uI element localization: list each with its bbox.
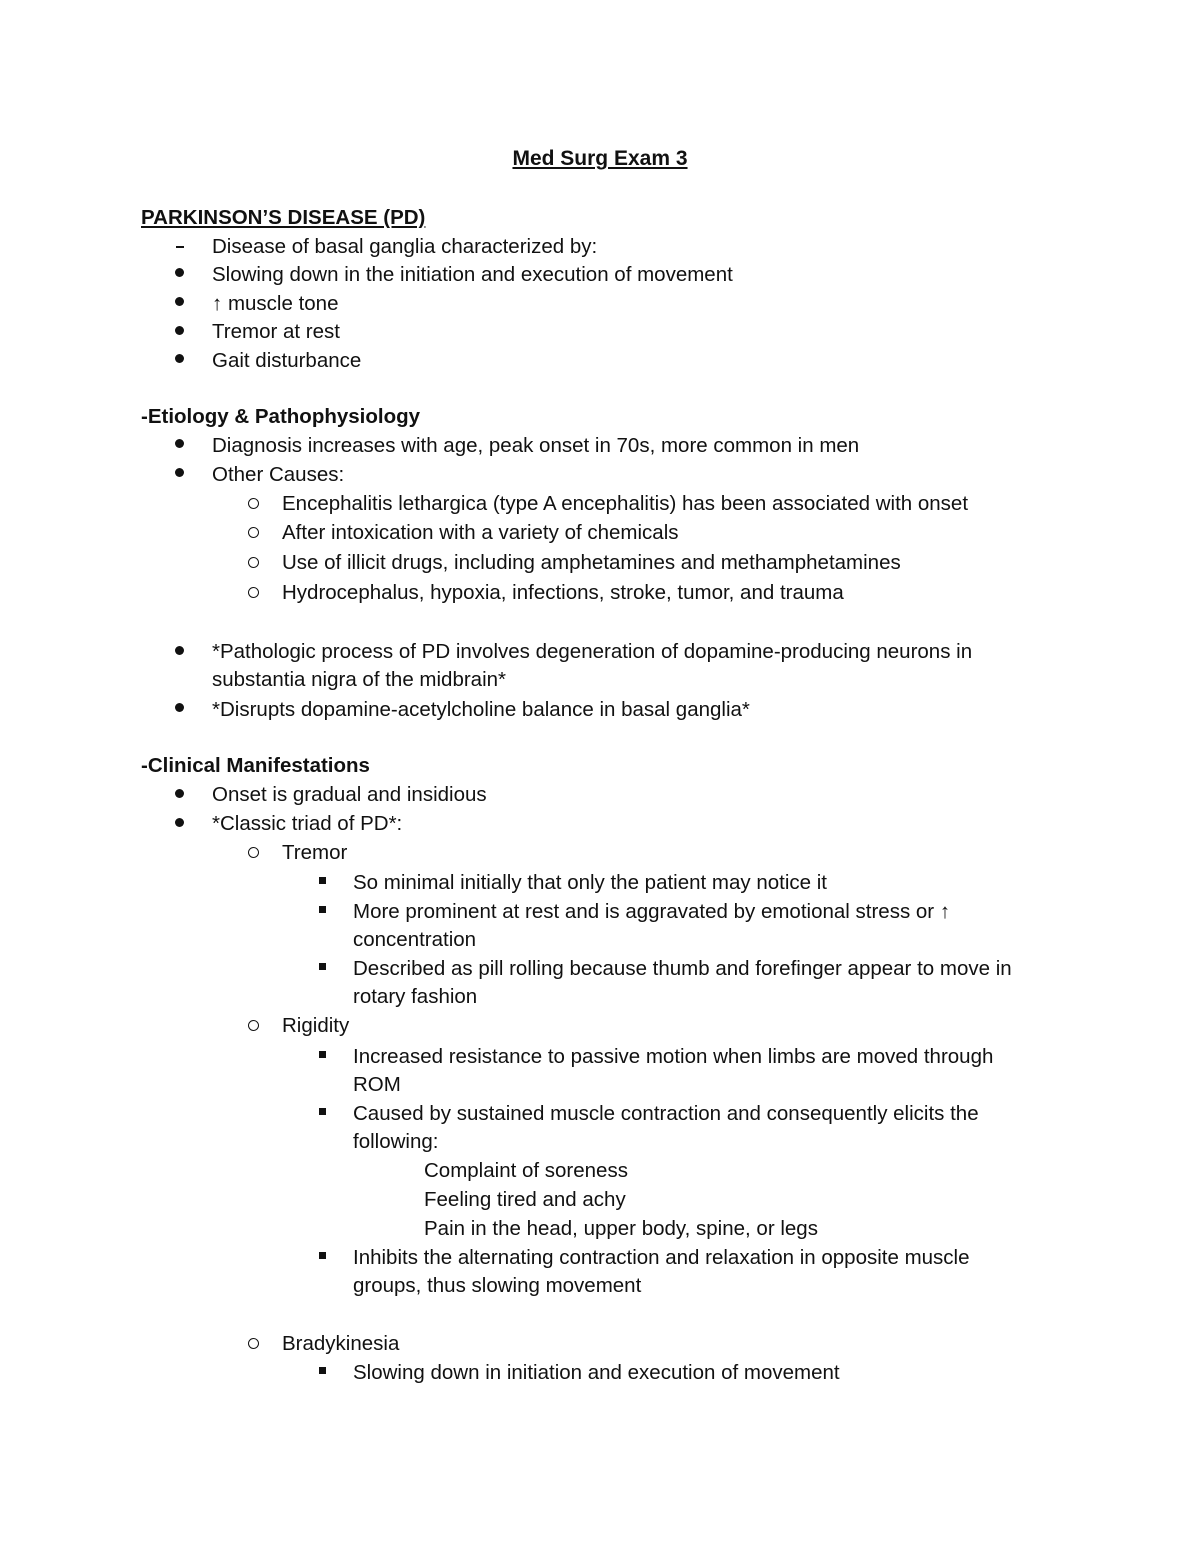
sub-bullet-circle: [248, 1020, 259, 1031]
bullet-dot: [175, 818, 184, 827]
sub-bullet-circle: [248, 587, 259, 598]
rigidity-item: Increased resistance to passive motion when limbs are moved through: [353, 1045, 994, 1068]
bullet-dot: [175, 268, 184, 277]
bullet-dot: [175, 703, 184, 712]
tremor-item-continuation: concentration: [353, 928, 477, 951]
etiology-sub-item: After intoxication with a variety of chemicals: [282, 521, 679, 544]
rigidity-item-continuation: following:: [353, 1130, 439, 1153]
etiology-sub-item: Encephalitis lethargica (type A encephalitis) has been associated with onset: [282, 492, 969, 515]
rigidity-symptom: Feeling tired and achy: [424, 1188, 626, 1211]
pd-bullet: Gait disturbance: [212, 349, 362, 372]
rigidity-item-continuation: groups, thus slowing movement: [353, 1274, 642, 1297]
etiology-bullet: *Pathologic process of PD involves degeneration of dopamine-producing neurons in: [212, 640, 973, 663]
etiology-bullet-continuation: substantia nigra of the midbrain*: [212, 668, 507, 691]
bradykinesia-label: Bradykinesia: [282, 1332, 400, 1355]
sub-bullet-circle: [248, 557, 259, 568]
square-bullet: [319, 877, 326, 884]
square-bullet: [319, 1367, 326, 1374]
pd-bullet: ↑ muscle tone: [212, 292, 339, 315]
section-heading-pd: PARKINSON’S DISEASE (PD): [141, 206, 426, 229]
tremor-item-continuation: rotary fashion: [353, 985, 478, 1008]
bullet-dot: [175, 297, 184, 306]
square-bullet: [319, 1108, 326, 1115]
clinical-bullet: Onset is gradual and insidious: [212, 783, 487, 806]
tremor-item: So minimal initially that only the patient may notice it: [353, 871, 828, 894]
sub-bullet-circle: [248, 1338, 259, 1349]
sub-bullet-circle: [248, 847, 259, 858]
bullet-dot: [175, 439, 184, 448]
etiology-bullet: Other Causes:: [212, 463, 345, 486]
etiology-sub-item: Use of illicit drugs, including amphetamines and methamphetamines: [282, 551, 901, 574]
pd-bullet: Tremor at rest: [212, 320, 340, 343]
tremor-label: Tremor: [282, 841, 348, 864]
rigidity-item-continuation: ROM: [353, 1073, 401, 1096]
clinical-bullet: *Classic triad of PD*:: [212, 812, 403, 835]
rigidity-symptom: Complaint of soreness: [424, 1159, 628, 1182]
bullet-dot: [175, 646, 184, 655]
bradykinesia-item: Slowing down in initiation and execution of movement: [353, 1361, 840, 1384]
section-heading-clinical: -Clinical Manifestations: [141, 754, 370, 777]
etiology-bullet: Diagnosis increases with age, peak onset in 70s, more common in men: [212, 434, 860, 457]
bullet-dot: [175, 354, 184, 363]
tremor-item: Described as pill rolling because thumb and forefinger appear to move in: [353, 957, 1012, 980]
section-heading-etiology: -Etiology & Pathophysiology: [141, 405, 421, 428]
pd-bullet: Slowing down in the initiation and execution of movement: [212, 263, 733, 286]
etiology-bullet: *Disrupts dopamine-acetylcholine balance in basal ganglia*: [212, 698, 750, 721]
square-bullet: [319, 1051, 326, 1058]
etiology-sub-item: Hydrocephalus, hypoxia, infections, stroke, tumor, and trauma: [282, 581, 844, 604]
dash-marker: [176, 246, 184, 248]
square-bullet: [319, 963, 326, 970]
sub-bullet-circle: [248, 527, 259, 538]
rigidity-label: Rigidity: [282, 1014, 350, 1037]
tremor-item: More prominent at rest and is aggravated by emotional stress or ↑: [353, 900, 951, 923]
square-bullet: [319, 1252, 326, 1259]
pd-intro: Disease of basal ganglia characterized by:: [212, 235, 598, 258]
bullet-dot: [175, 468, 184, 477]
rigidity-item: Inhibits the alternating contraction and relaxation in opposite muscle: [353, 1246, 970, 1269]
rigidity-item: Caused by sustained muscle contraction and consequently elicits the: [353, 1102, 979, 1125]
rigidity-symptom: Pain in the head, upper body, spine, or legs: [424, 1217, 818, 1240]
bullet-dot: [175, 789, 184, 798]
bullet-dot: [175, 326, 184, 335]
document-title: Med Surg Exam 3: [512, 147, 688, 170]
square-bullet: [319, 906, 326, 913]
sub-bullet-circle: [248, 498, 259, 509]
